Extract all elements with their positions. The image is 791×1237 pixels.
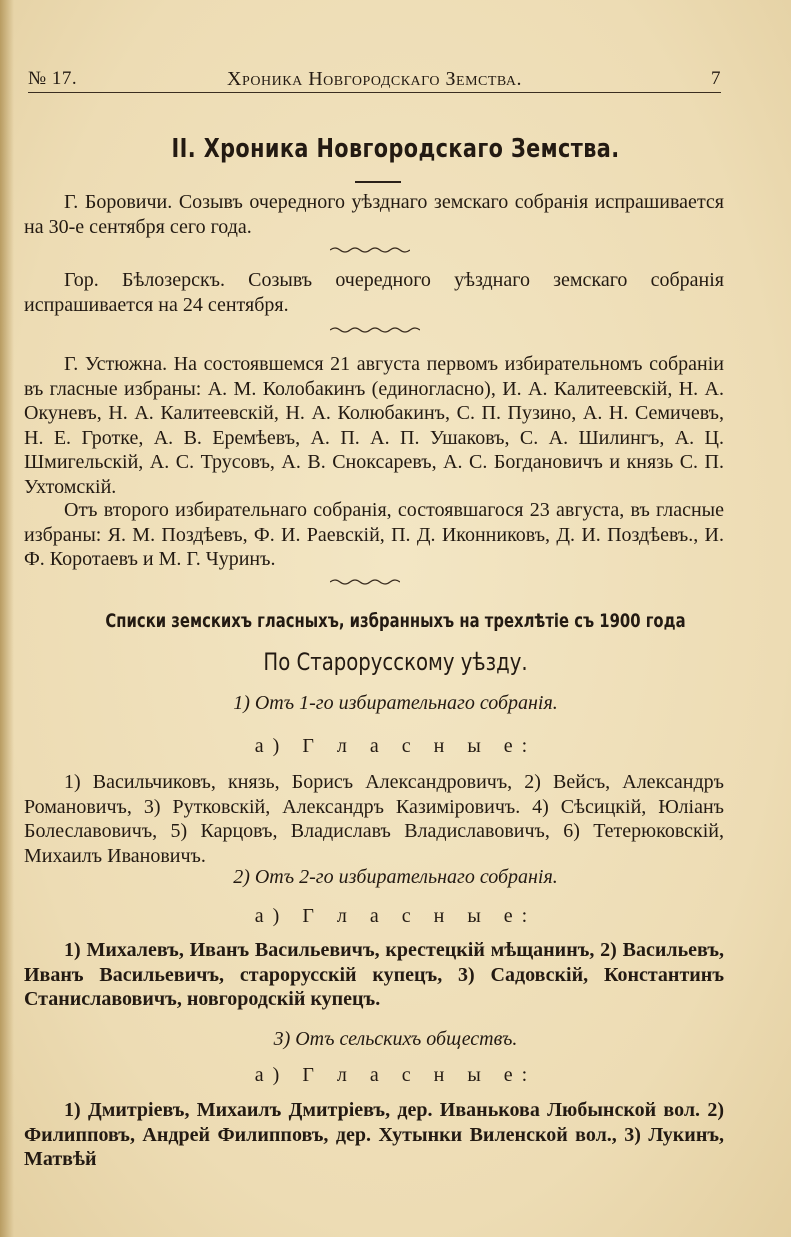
subsection-heading: 1) Отъ 1-го избирательнаго собранія.: [233, 692, 558, 714]
paragraph-ustyuzhna-first: Г. Устюжна. На состоявшемся 21 августа первомъ избирательномъ собраніи въ гласные избраны: А. М. Колобакинъ (единогласно), И. А. Калитеевскій, Н. А. Окуневъ, Н. А. Калитеевскій, Н. А. Колюбакинъ, С. П. Пузино, А. Н. Семичевъ, Н. Е. Гротке, А. В. Еремѣевъ, А. П. А. П. Ушаковъ, С. А. Шилингъ, А. Ц. Шмигельскій, А. С. Трусовъ, А. В. Сноксаревъ, А. С. Богдановичъ и князь С. П. Ухтомскій.: [24, 353, 724, 498]
running-title: Хроника Новгородскаго Земства.: [227, 68, 522, 90]
subsection-text: 1) Михалевъ, Иванъ Васильевичъ, крестецкій мѣщанинъ, 2) Васильевъ, Иванъ Васильевичъ, старорусскій купецъ, 3) Садовскій, Константинъ Станиславовичъ, новгородскій купецъ.: [24, 939, 724, 1010]
section-title: II. Хроника Новгородскаго Земства.: [171, 134, 620, 164]
page-number: 7: [711, 68, 721, 89]
subsection-label: а) Г л а с н ы е:: [254, 735, 537, 757]
subsection-text: 1) Дмитріевъ, Михаилъ Дмитріевъ, дер. Иванькова Любынской вол. 2) Филипповъ, Андрей Филипповъ, дер. Хутынки Виленской вол., 3) Лукинъ, Матвѣй: [24, 1099, 724, 1170]
divider-ornament: [330, 578, 400, 586]
title-rule: [355, 181, 401, 183]
subsection-label: а) Г л а с н ы е:: [254, 905, 537, 927]
subsection-text: 1) Васильчиковъ, князь, Борисъ Александровичъ, 2) Вейсъ, Александръ Романовичъ, 3) Рутковскій, Александръ Казиміровичъ. 4) Сѣсицкій, Юліанъ Болеславовичъ, 5) Карцовъ, Владиславъ Владиславовичъ, 6) Тетерюковскій, Михаилъ Ивановичъ.: [24, 771, 724, 867]
subsection-heading: 2) Отъ 2-го избирательнаго собранія.: [233, 866, 558, 888]
lists-subtitle: По Старорусскому уѣзду.: [263, 648, 528, 676]
divider-ornament: [330, 326, 420, 334]
paragraph-ustyuzhna-second: Отъ второго избирательнаго собранія, состоявшагося 23 августа, въ гласные избраны: Я. М. Поздѣевъ, Ф. И. Раевскій, П. Д. Иконниковъ, Д. И. Поздѣевъ., И. Ф. Коротаевъ и М. Г. Чуринъ.: [24, 499, 724, 570]
subsection-label: а) Г л а с н ы е:: [254, 1064, 537, 1086]
paragraph-borovichi: Г. Боровичи. Созывъ очередного уѣзднаго земскаго собранія испрашивается на 30-е сентября сего года.: [24, 191, 724, 238]
issue-number: № 17.: [28, 68, 78, 89]
divider-ornament: [330, 246, 410, 254]
paragraph-belozersk: Гор. Бѣлозерскъ. Созывъ очередного уѣзднаго земскаго собранія испрашивается на 24 сентября.: [24, 269, 724, 316]
running-header: [28, 64, 721, 93]
page-edge-shadow: [0, 0, 14, 1237]
lists-title: Списки земскихъ гласныхъ, избранныхъ на трехлѣтіе съ 1900 года: [105, 610, 686, 632]
subsection-heading: 3) Отъ сельскихъ обществъ.: [273, 1028, 518, 1050]
